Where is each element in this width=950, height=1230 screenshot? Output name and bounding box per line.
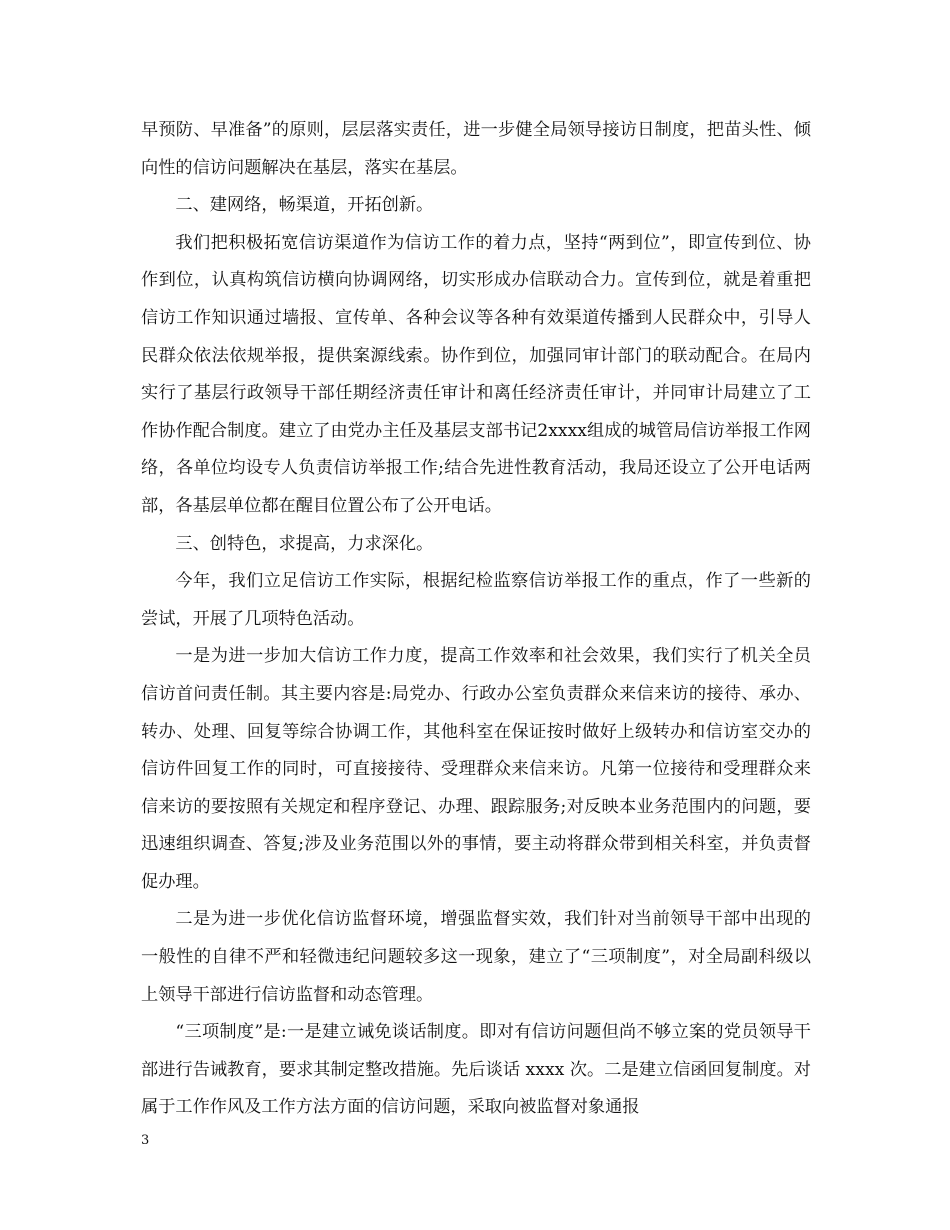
paragraph-three-systems: “三项制度”是:一是建立诫免谈话制度。即对有信访问题但尚不够立案的党员领导干部进行告诫教育，要求其制定整改措施。先后谈话 xxxx 次。二是建立信函回复制度。对属于工作作风及工作方法方面的信访问题，采取向被监督对象通报 — [141, 1022, 811, 1118]
paragraph-intro-activities: 今年，我们立足信访工作实际，根据纪检监察信访举报工作的重点，作了一些新的尝试，开展了几项特色活动。 — [141, 571, 811, 629]
document-body — [141, 112, 811, 1127]
section-heading-3: 三、创特色，求提高，力求深化。 — [175, 533, 434, 554]
paragraph-first-responsibility: 一是为进一步加大信访工作力度，提高工作效率和社会效果，我们实行了机关全员信访首问责任制。其主要内容是:局党办、行政办公室负责群众来信来访的接待、承办、转办、处理、回复等综合协调工作，其他科室在保证按时做好上级转办和信访室交办的信访件回复工作的同时，可直接接待、受理群众来信来访。凡第一位接待和受理群众来信来访的要按照有关规定和程序登记、办理、跟踪服务;对反映本业务范围内的问题，要迅速组织调查、答复;涉及业务范围以外的事情，要主动将群众带到相关科室，并负责督促办理。 — [141, 646, 811, 892]
paragraph-network: 我们把积极拓宽信访渠道作为信访工作的着力点，坚持“两到位”，即宣传到位、协作到位，认真构筑信访横向协调网络，切实形成办信联动合力。宣传到位，就是着重把信访工作知识通过墙报、宣传单、各种会议等各种有效渠道传播到人民群众中，引导人民群众依法依规举报，提供案源线索。协作到位，加强同审计部门的联动配合。在局内实行了基层行政领导干部任期经济责任审计和离任经济责任审计，并同审计局建立了工作协作配合制度。建立了由党办主任及基层支部书记2xxxx组成的城管局信访举报工作网络，各单位均设专人负责信访举报工作;结合先进性教育活动，我局还设立了公开电话两部，各基层单位都在醒目位置公布了公开电话。 — [141, 232, 811, 516]
section-heading-2: 二、建网络，畅渠道，开拓创新。 — [175, 195, 434, 216]
paragraph-supervision-environment: 二是为进一步优化信访监督环境，增强监督实效，我们针对当前领导干部中出现的一般性的自律不严和轻微违纪问题较多这一现象，建立了“三项制度”，对全局副科级以上领导干部进行信访监督和动态管理。 — [141, 909, 811, 1005]
paragraph-continuation: 早预防、早准备”的原则，层层落实责任，进一步健全局领导接访日制度，把苗头性、倾向性的信访问题解决在基层，落实在基层。 — [141, 120, 811, 178]
page-number: 3 — [141, 1133, 150, 1148]
